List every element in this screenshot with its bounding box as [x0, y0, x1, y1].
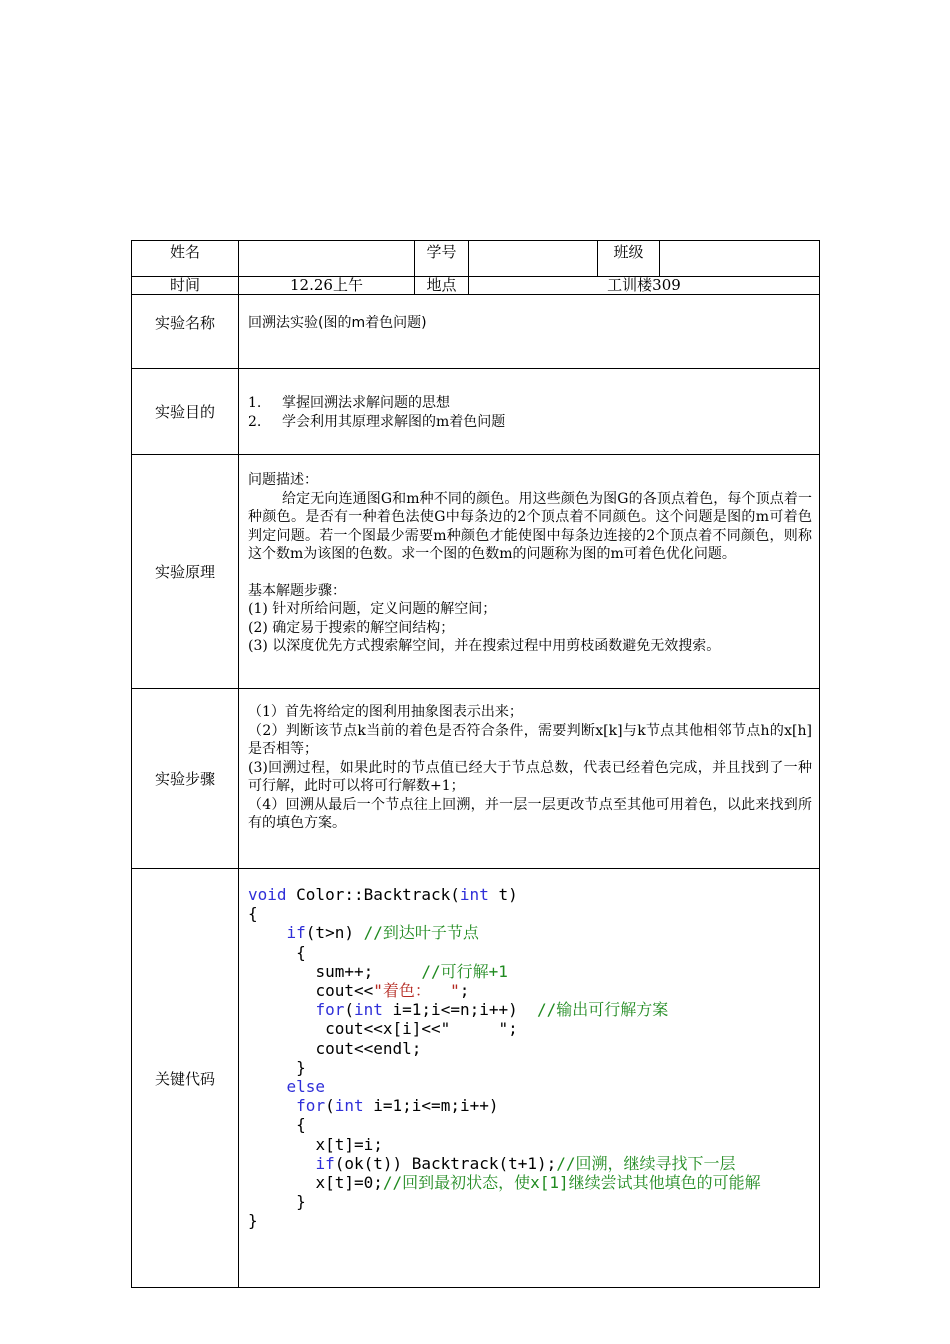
procedure-step: （2）判断该节点k当前的着色是否符合条件，需要判断x[k]与k节点其他相邻节点h的x[h]是否相等；	[248, 722, 812, 757]
purpose-content	[239, 369, 820, 455]
solution-step: (1) 针对所给问题，定义问题的解空间；	[248, 601, 497, 617]
code-line: if(t>n) //到达叶子节点	[286, 923, 479, 943]
code-line: x[t]=0;//回到最初状态，使x[1]继续尝试其他填色的可能解	[248, 1173, 761, 1193]
procedure-step: （4）回溯从最后一个节点往上回溯，并一层一层更改节点至其他可用着色，以此来找到所有的填色方案。	[248, 796, 812, 831]
experiment-name-value: 回溯法实验(图的m着色问题)	[239, 295, 820, 369]
solution-step: (3) 以深度优先方式搜索解空间，并在搜索过程中用剪枝函数避免无效搜索。	[248, 638, 721, 654]
code-line: }	[248, 1192, 306, 1212]
procedure-content	[239, 689, 820, 869]
purpose-item	[248, 413, 812, 432]
class-label: 班级	[598, 241, 660, 277]
name-value	[239, 241, 415, 277]
code-line: {	[248, 904, 258, 924]
student-id-value	[469, 241, 598, 277]
code-line: cout<<x[i]<<" ";	[248, 1019, 518, 1039]
key-code-label: 关键代码	[132, 869, 239, 1288]
code-line: else	[286, 1077, 326, 1097]
time-label: 时间	[132, 277, 239, 295]
procedure-step: （1）首先将给定的图利用抽象图表示出来；	[248, 704, 523, 720]
code-line: if(ok(t)) Backtrack(t+1);//回溯，继续寻找下一层	[315, 1153, 736, 1173]
class-value	[660, 241, 820, 277]
code-line: sum++; //可行解+1	[248, 961, 508, 981]
code-line: cout<<endl;	[248, 1038, 422, 1058]
code-line: x[t]=i;	[248, 1134, 383, 1154]
code-line: void Color::Backtrack(int t)	[248, 885, 518, 904]
place-label: 地点	[415, 277, 469, 295]
purpose-item	[248, 394, 812, 413]
code-line: {	[248, 1115, 306, 1135]
solution-steps-title: 基本解题步骤：	[248, 582, 346, 599]
time-value: 12.26上午	[239, 277, 415, 295]
code-line: {	[248, 942, 306, 962]
code-line: for(int i=1;i<=m;i++)	[296, 1096, 499, 1116]
problem-description-title: 问题描述：	[248, 472, 318, 488]
purpose-label: 实验目的	[132, 369, 239, 455]
purpose-item-text: 学会利用其原理求解图的m着色问题	[282, 413, 506, 430]
purpose-item-text: 掌握回溯法求解问题的思想	[282, 395, 450, 411]
procedure-label: 实验步骤	[132, 689, 239, 869]
solution-step: (2) 确定易于搜索的解空间结构；	[248, 619, 455, 636]
code-line: }	[248, 1057, 306, 1077]
purpose-item-number: 2.	[248, 413, 262, 430]
key-code-block	[239, 869, 820, 1288]
problem-description-body: 给定无向连通图G和m种不同的颜色。用这些颜色为图G的各顶点着色，每个顶点着一种颜色。是否有一种着色法使G中每条边的2个顶点着不同颜色。这个问题是图的m可着色判定问题。若一个图最少需要m种颜色才能使图中每条边连接的2个顶点着不同颜色，则称这个数m为该图的色数。求一个图的色数m的问题称为图的m可着色优化问题。	[248, 490, 812, 562]
procedure-step: (3)回溯过程，如果此时的节点值已经大于节点总数，代表已经着色完成，并且找到了一种可行解，此时可以将可行解数+1；	[248, 759, 812, 794]
experiment-name-label: 实验名称	[132, 295, 239, 369]
experiment-report-table	[131, 240, 820, 1288]
purpose-item-number: 1.	[248, 395, 262, 411]
code-line: for(int i=1;i<=n;i++) //输出可行解方案	[315, 1000, 669, 1020]
student-id-label: 学号	[415, 241, 469, 277]
principle-label: 实验原理	[132, 455, 239, 689]
place-value: 工训楼309	[469, 277, 820, 295]
principle-content	[239, 455, 820, 689]
code-line: }	[248, 1211, 258, 1231]
code-line: cout<<"着色： ";	[248, 981, 470, 1001]
name-label: 姓名	[132, 241, 239, 277]
